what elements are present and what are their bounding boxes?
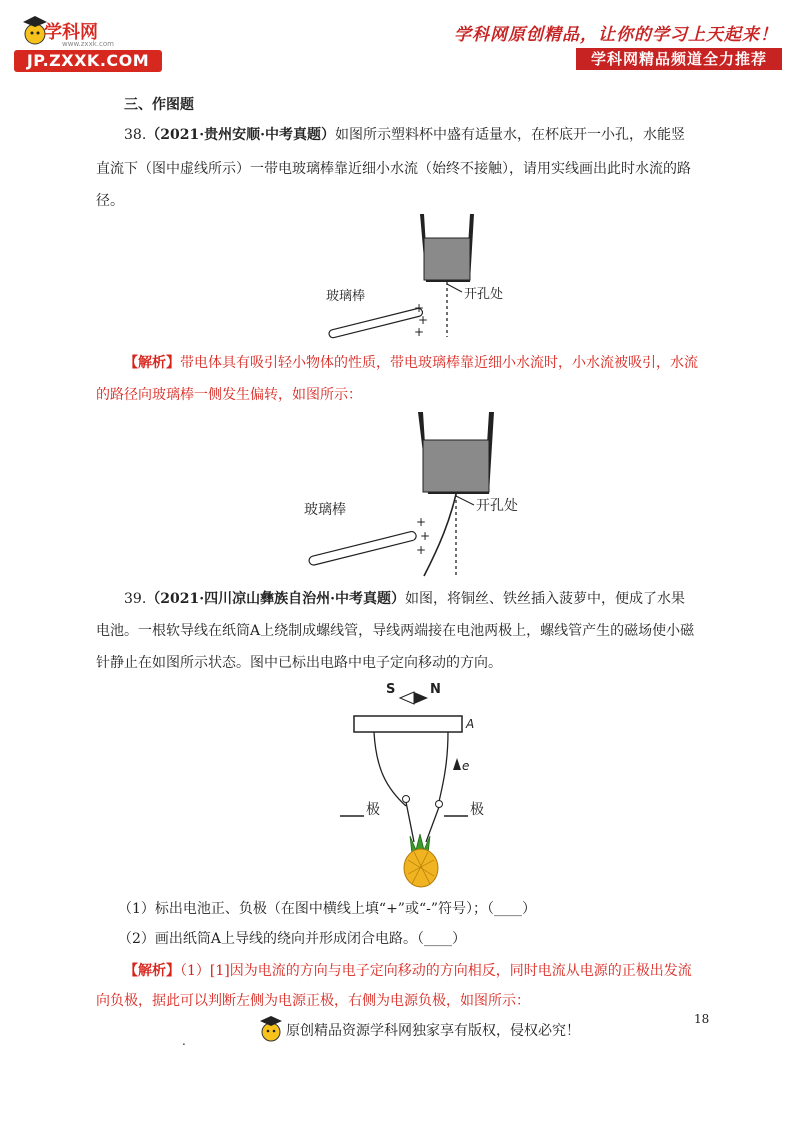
q39-figure	[330, 676, 490, 888]
q39-sub1: （1）标出电池正、负极（在图中横线上填“+”或“-”符号）；（____）	[118, 901, 536, 917]
svg-text:开孔处: 开孔处	[476, 498, 518, 514]
q38-analysis-1: 【解析】带电体具有吸引轻小物体的性质，带电玻璃棒靠近细小水流时，小水流被吸引，水流	[124, 355, 698, 371]
q38-line2: 直流下（图中虚线所示）一带电玻璃棒靠近细小水流（始终不接触），请用实线画出此时水流的路	[96, 161, 691, 177]
q38-line1	[96, 120, 708, 150]
svg-text:+: +	[414, 325, 425, 339]
q38-text-1: 如图所示塑料杯中盛有适量水，在杯底开一小孔，水能竖	[334, 127, 685, 143]
page-number: 18	[694, 1012, 710, 1026]
svg-text:A: A	[466, 717, 475, 731]
q38-line3: 径。	[96, 193, 124, 209]
pineapple-icon	[404, 834, 438, 887]
q39-analysis-1: 【解析】（1）[1]因为电流的方向与电子定向移动的方向相反，同时电流从电源的正极出发流	[124, 963, 692, 979]
q39-number: 39.	[124, 591, 147, 607]
rod-label: 玻璃棒	[326, 289, 366, 304]
q39-line3: 针静止在如图所示状态。图中已标出电路中电子定向移动的方向。	[96, 655, 502, 671]
q39-sub2: （2）画出纸筒A上导线的绕向并形成闭合电路。（____）	[118, 931, 467, 947]
q39-line2: 电池。一根软导线在纸筒A上绕制成螺线管，导线两端接在电池两极上，螺线管产生的磁场使小磁	[96, 623, 695, 639]
svg-text:N: N	[430, 682, 441, 697]
q38-figure	[300, 212, 540, 342]
footer-text: 原创精品资源学科网独家享有版权，侵权必究！	[286, 1023, 580, 1039]
logo-url[interactable]: JP.ZXXK.COM	[14, 50, 162, 72]
q38-source: （2021·贵州安顺·中考真题）	[146, 127, 335, 143]
svg-text:+: +	[416, 515, 427, 529]
svg-text:+: +	[416, 543, 427, 557]
analysis-tag: 【解析】	[124, 355, 180, 371]
q39-analysis-2: 向负极，据此可以判断左侧为电源正极，右侧为电源负极，如图所示：	[96, 993, 530, 1009]
svg-text:+: +	[414, 301, 425, 315]
section-title: 三、作图题	[124, 97, 194, 113]
svg-text:S: S	[386, 682, 396, 697]
logo-sub: www.zxxk.com	[62, 40, 114, 48]
svg-text:+: +	[418, 313, 429, 327]
footer-mascot-icon	[258, 1014, 284, 1046]
slogan: 学科网原创精品，让你的学习上天起来！	[454, 25, 778, 45]
footer-dot: .	[182, 1034, 186, 1048]
svg-text:极: 极	[366, 802, 380, 818]
q38-analysis-2: 的路径向玻璃棒一侧发生偏转，如图所示：	[96, 387, 362, 403]
hole-label: 开孔处	[464, 287, 504, 302]
svg-text:玻璃棒: 玻璃棒	[304, 502, 346, 518]
logo-name: 学科网	[44, 22, 98, 43]
q38-number: 38.	[124, 127, 147, 143]
q39-source: （2021·四川凉山彝族自治州·中考真题）	[146, 591, 405, 607]
q39-line1: 39.（2021·四川凉山彝族自治州·中考真题）如图，将铜丝、铁丝插入菠萝中，便成了水果	[124, 591, 685, 607]
q38-answer-figure	[300, 410, 540, 580]
svg-text:极: 极	[470, 802, 484, 818]
channel-banner: 学科网精品频道全力推荐	[576, 48, 782, 70]
svg-text:+: +	[420, 529, 431, 543]
svg-text:e: e	[462, 759, 470, 773]
